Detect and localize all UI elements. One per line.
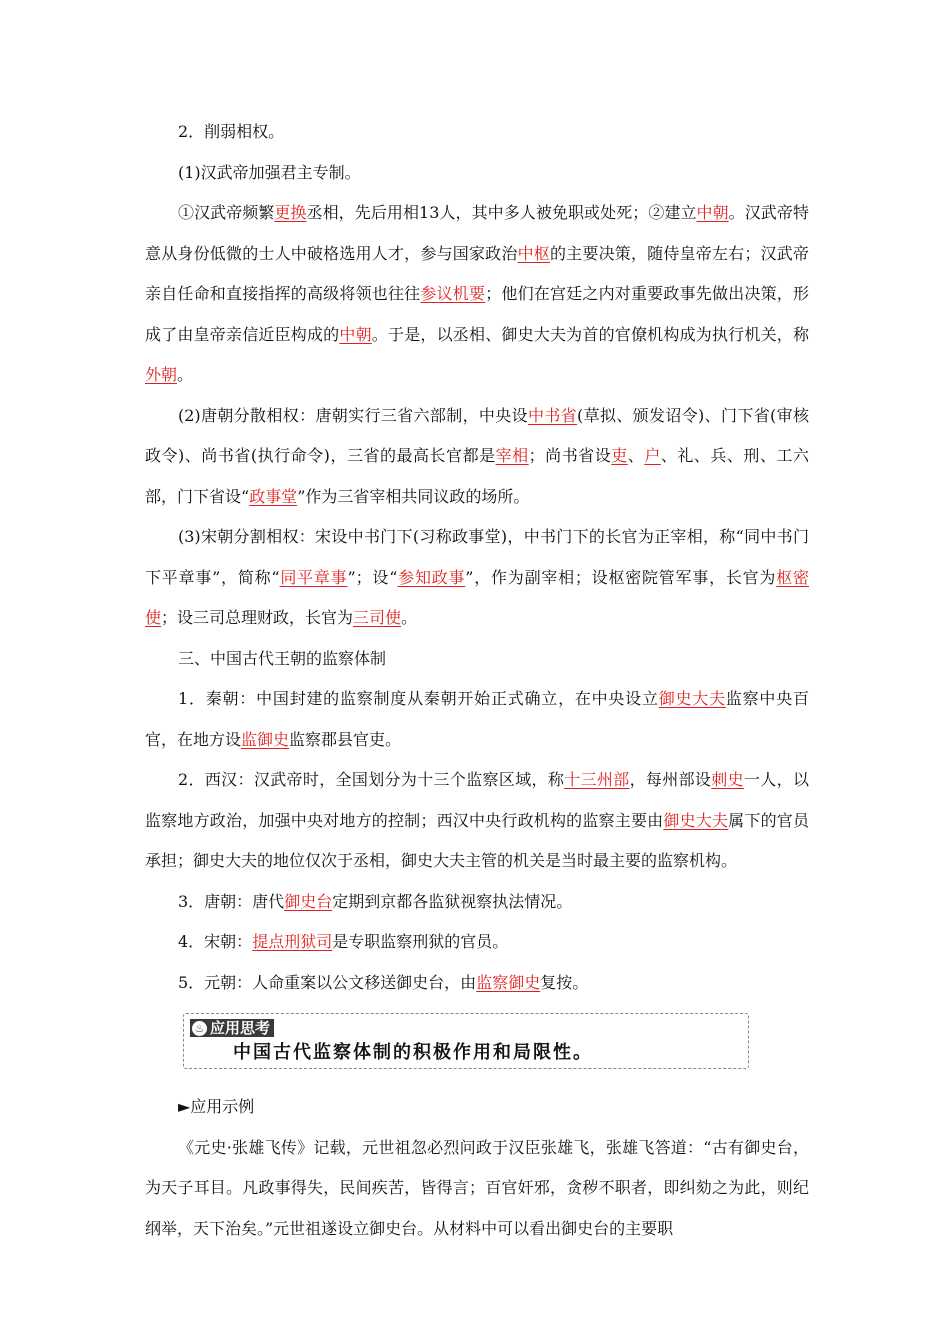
thinking-box-text: 中国古代监察体制的积极作用和局限性。 xyxy=(233,1042,593,1063)
answer-blank: 中朝 xyxy=(696,203,729,222)
answer-blank: 中枢 xyxy=(517,243,550,263)
subsection-heading: (1)汉武帝加强君主专制。 xyxy=(178,162,361,182)
section-heading: 三、中国古代王朝的监察体制 xyxy=(178,648,387,668)
thinking-box-tag xyxy=(190,1019,274,1037)
paragraph-tang: (2)唐朝分散相权：唐朝实行三省六部制，中央设中书省(草拟、颁发诏令)、门下省(审核政令)、尚书省(执行命令)，三省的最高长官都是宰相；尚书省设吏、户、礼、兵、刑、工六部，门下省设“政事堂”作为三省宰相共同议政的场所。 xyxy=(145,405,809,506)
steam-icon: ♨ xyxy=(192,1021,207,1036)
answer-blank: 户 xyxy=(644,446,661,465)
list-item-tang: 3．唐朝：唐代御史台定期到京都各监狱视察执法情况。 xyxy=(178,891,573,911)
section-heading: 2．削弱相权。 xyxy=(178,122,285,141)
example-paragraph: 《元史·张雄飞传》记载，元世祖忽必烈问政于汉臣张雄飞，张雄飞答道：“古有御史台，为天子耳目。凡政事得失，民间疾苦，皆得言；百官奸邪，贪秽不职者，即纠劾之为此，则纪纲举，天下治矣。”元世祖遂设立御史台。从材料中可以看出御史台的主要职 xyxy=(145,1137,809,1238)
list-item-qin: 1．秦朝：中国封建的监察制度从秦朝开始正式确立，在中央设立御史大夫监察中央百官，在地方设监御史监察郡县官吏。 xyxy=(145,689,809,749)
answer-blank: 中书省 xyxy=(527,405,578,425)
answer-blank: 枢密使 xyxy=(145,567,809,627)
thinking-box xyxy=(183,1013,749,1069)
answer-blank: 御史大夫 xyxy=(663,810,729,830)
answer-blank: 提点刑狱司 xyxy=(252,932,333,951)
answer-blank: 同平章事 xyxy=(279,567,348,587)
answer-blank: 外朝 xyxy=(145,365,178,384)
answer-blank: 政事堂 xyxy=(249,486,298,506)
answer-blank: 宰相 xyxy=(495,446,529,465)
answer-blank: 中朝 xyxy=(339,324,372,344)
document-body xyxy=(145,112,809,1249)
paragraph-han-wudi: ①汉武帝频繁更换丞相，先后用相13人，其中多人被免职或处死；②建立中朝。汉武帝特意从身份低微的士人中破格选用人才，参与国家政治中枢的主要决策，随侍皇帝左右；汉武帝亲自任命和直接指挥的高级将领也往往参议机要；他们在宫廷之内对重要政事先做出决策，形成了由皇帝亲信近臣构成的中朝。于是，以丞相、御史大夫为首的官僚机构成为执行机关，称外朝。 xyxy=(145,203,809,384)
list-item-western-han: 2．西汉：汉武帝时，全国划分为十三个监察区域，称十三州部，每州部设刺史一人，以监察地方政治，加强中央对地方的控制；西汉中央行政机构的监察主要由御史大夫属下的官员承担；御史大夫的地位仅次于丞相，御史大夫主管的机关是当时最主要的监察机构。 xyxy=(145,770,809,870)
answer-blank: 十三州部 xyxy=(564,770,630,789)
paragraph-song: (3)宋朝分割相权：宋设中书门下(习称政事堂)，中书门下的长官为正宰相，称“同中书门下平章事”，简称“同平章事”；设“参知政事”，作为副宰相；设枢密院管军事，长官为枢密使；设三司总理财政，长官为三司使。 xyxy=(145,527,809,627)
answer-blank: 参议机要 xyxy=(420,284,486,303)
answer-blank: 监察御史 xyxy=(476,972,541,992)
example-heading: ►应用示例 xyxy=(178,1097,255,1116)
answer-blank: 更换 xyxy=(274,203,307,222)
answer-blank: 御史大夫 xyxy=(658,689,726,708)
list-item-yuan: 5．元朝：人命重案以公文移送御史台，由监察御史复按。 xyxy=(178,972,589,992)
thinking-box-tag-label: 应用思考 xyxy=(210,1019,271,1037)
list-item-song: 4．宋朝：提点刑狱司是专职监察刑狱的官员。 xyxy=(178,932,509,951)
answer-blank: 吏 xyxy=(611,446,628,465)
answer-blank: 监御史 xyxy=(241,729,290,749)
answer-blank: 御史台 xyxy=(284,891,333,911)
answer-blank: 刺史 xyxy=(711,770,744,789)
answer-blank: 三司使 xyxy=(353,608,402,627)
answer-blank: 参知政事 xyxy=(397,567,466,587)
